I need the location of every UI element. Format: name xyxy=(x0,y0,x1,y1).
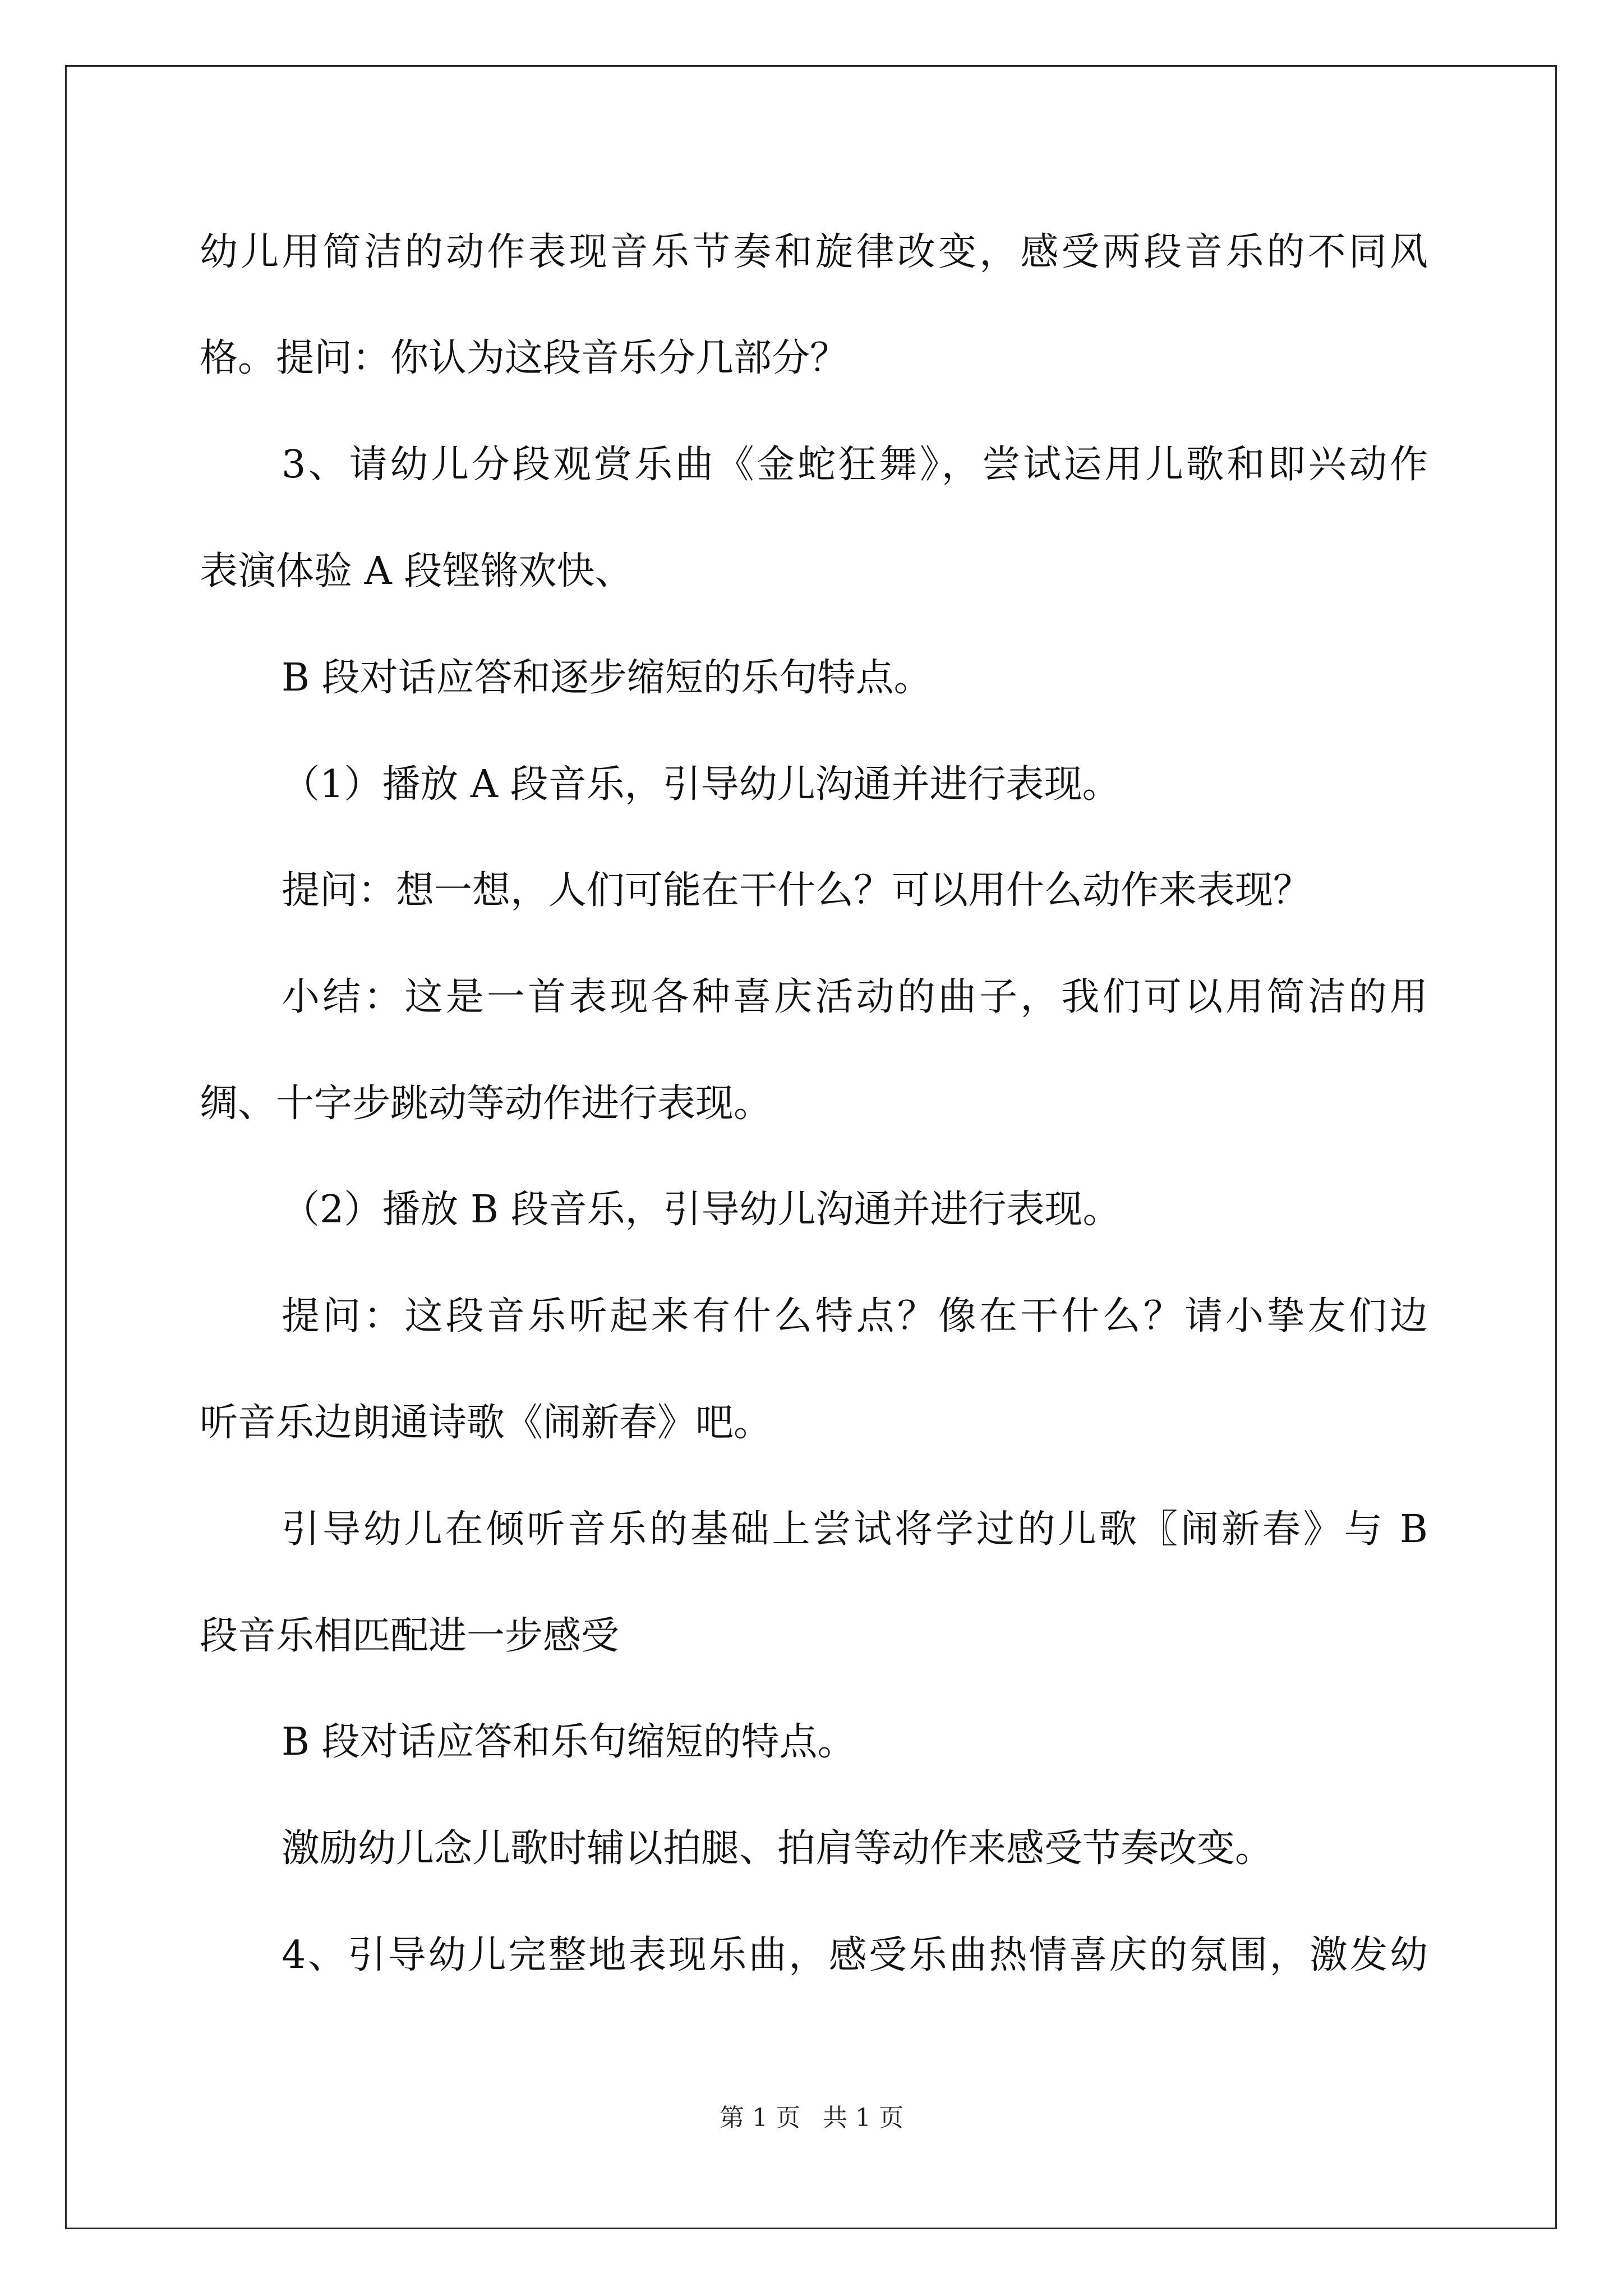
text-line: 段音乐相匹配进一步感受 xyxy=(200,1614,620,1658)
text-line: 表演体验 A 段铿锵欢快、 xyxy=(200,549,633,593)
text-line: 幼儿用简洁的动作表现音乐节奏和旋律改变，感受两段音乐的不同风 xyxy=(200,230,1428,274)
text-line: 激励幼儿念儿歌时辅以拍腿、拍肩等动作来感受节奏改变。 xyxy=(282,1826,1274,1871)
text-line: 提问：这段音乐听起来有什么特点？像在干什么？请小挚友们边 xyxy=(282,1294,1428,1338)
text-line: B 段对话应答和乐句缩短的特点。 xyxy=(282,1720,856,1764)
text-line: 格。提问：你认为这段音乐分几部分？ xyxy=(200,336,849,380)
text-line: 3、请幼儿分段观赏乐曲《金蛇狂舞》，尝试运用儿歌和即兴动作 xyxy=(282,443,1428,487)
page-border xyxy=(65,65,1557,2229)
text-line: 引导幼儿在倾听音乐的基础上尝试将学过的儿歌〖闹新春》与 B xyxy=(282,1507,1428,1552)
page-number: 第 1 页 xyxy=(720,2104,800,2132)
text-line: （1）播放 A 段音乐，引导幼儿沟通并进行表现。 xyxy=(282,762,1121,807)
text-line: B 段对话应答和逐步缩短的乐句特点。 xyxy=(282,656,932,700)
text-line: 小结：这是一首表现各种喜庆活动的曲子，我们可以用简洁的用 xyxy=(282,975,1428,1019)
text-line: 4、引导幼儿完整地表现乐曲，感受乐曲热情喜庆的氛围，激发幼 xyxy=(282,1933,1428,1977)
page-footer xyxy=(0,2102,1623,2134)
page-total: 共 1 页 xyxy=(823,2104,903,2132)
text-line: 绸、十字步跳动等动作进行表现。 xyxy=(200,1082,772,1126)
text-line: （2）播放 B 段音乐，引导幼儿沟通并进行表现。 xyxy=(282,1188,1121,1232)
text-line: 听音乐边朗通诗歌《闹新春》吧。 xyxy=(200,1401,772,1445)
text-line: 提问：想一想，人们可能在干什么？可以用什么动作来表现？ xyxy=(282,868,1312,913)
